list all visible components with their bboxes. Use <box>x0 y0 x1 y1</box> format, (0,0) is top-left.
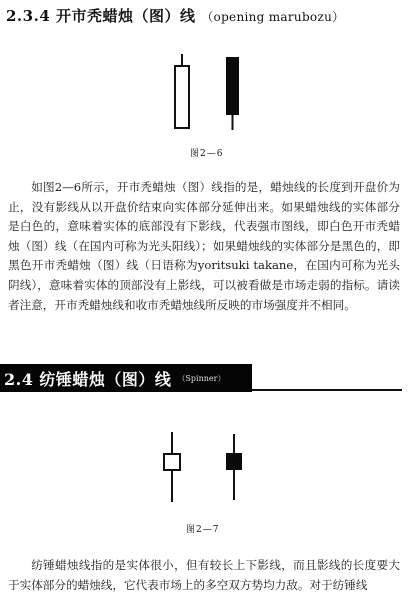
black-spinning-top-candle <box>226 434 242 500</box>
section-number: 2.3.4 <box>6 7 51 25</box>
black-opening-marubozu-candle <box>226 57 239 130</box>
banner-section-title: 纺锤蜡烛（图）线 <box>39 369 172 389</box>
white-opening-marubozu-candle <box>175 54 189 128</box>
figure-caption: 图2—6 <box>190 149 224 159</box>
figure-spinning-tops <box>0 420 410 520</box>
heading-rule <box>252 389 402 391</box>
paragraph-text: 纺锤蜡烛线指的是实体很小，但有较长上下影线，而且影线的长度要大于实体部分的蜡烛线，它代表市场上的多空双方势均力敌。对于纺锤线 <box>8 558 400 592</box>
body-paragraph <box>8 556 400 595</box>
section-banner <box>0 364 252 392</box>
banner-section-number: 2.4 <box>4 369 34 389</box>
banner-title <box>4 367 171 390</box>
figure-opening-marubozu <box>0 40 410 140</box>
section-title: 开市秃蜡烛（图）线 <box>56 7 196 25</box>
section-english-title: （opening marubozu） <box>201 10 345 24</box>
figure-caption: 图2—7 <box>186 525 220 535</box>
paragraph-text: 如图2—6所示，开市秃蜡烛（图）线指的是，蜡烛线的长度到开盘价为止，没有影线从以开盘价结束向实体部分延伸出来。如果蜡烛线的实体部分是白色的，意味着实体的底部没有下影线，代表强市图线，即白色开市秃蜡烛（图）线（在国内可称为光头阳线）；如果蜡烛线的实体部分是黑色的，即黑色开市秃蜡烛（图）线（日语称为yoritsuki takane，在国内可称为光头阴线），意味着实体的顶部没有上影线，可以被看做是市场走弱的指标。请读者注意，开市秃蜡烛线和收市秃蜡烛线所反映的市场强度并不相同。 <box>8 180 400 312</box>
body-paragraph <box>8 178 400 315</box>
white-spinning-top-candle <box>164 432 180 502</box>
banner-english-title: （Spinner） <box>177 373 226 383</box>
section-heading <box>6 5 344 26</box>
